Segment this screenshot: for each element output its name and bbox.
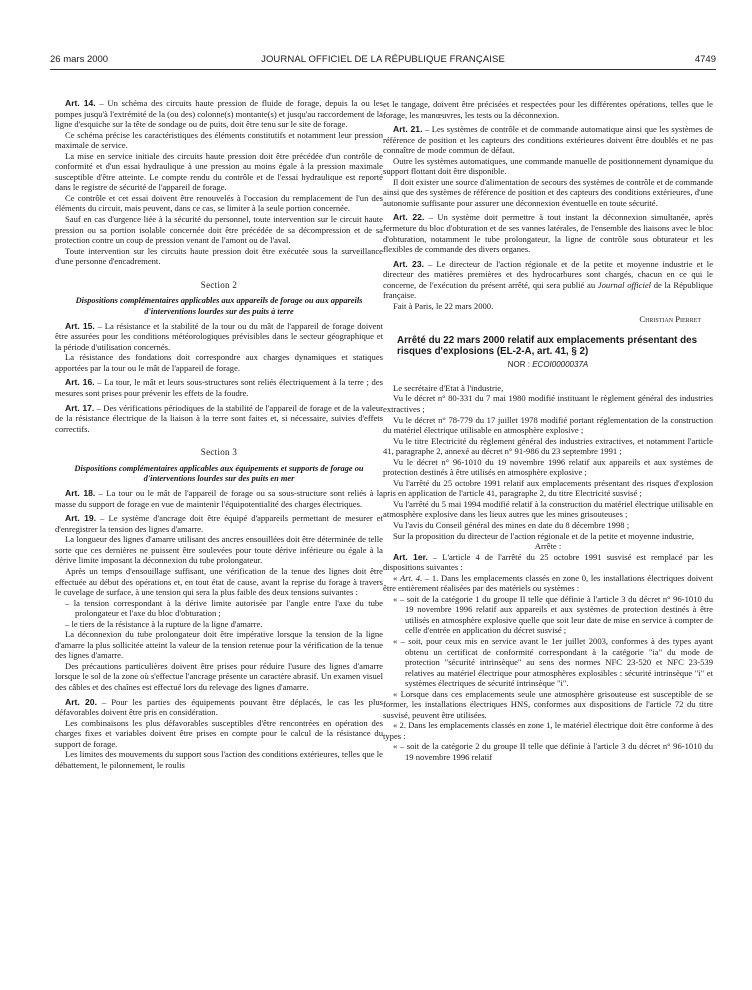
article-20: Art. 20. – Pour les parties des équipements pouvant être déplacés, le cas les plus défavorables doivent être pris en considération. bbox=[55, 696, 383, 718]
paragraph: Ce contrôle et cet essai doivent être renouvelés à l'occasion du remplacement de l'un des éléments du circuit, mais peuvent, dans ce cas, se limiter à la seule portion concernée. bbox=[55, 192, 383, 214]
paragraph: Il doit exister une source d'alimentation de secours des systèmes de contrôle et de commande ainsi que des systèmes de référence de position et des capteurs des conditions extérieures, d'une autonomie suffisante pour assurer une déconnexion éventuelle en toute sécurité. bbox=[383, 176, 713, 208]
article-22: Art. 22. – Un système doit permettre à tout instant la déconnexion simultanée, après fermeture du bloc d'obturation et de ses vannes latérales, de l'ensemble des liaisons avec le bloc d'obturation, notamment le tube prolongateur, la ligne de contrôle sous obturateur et les flexibles de commande des divers organes. bbox=[383, 212, 714, 255]
paragraph: Les limites des mouvements du support sous l'action des conditions extérieures, telles que le débattement, le pilonnement, le roulis bbox=[55, 749, 383, 770]
paragraph: Vu le titre Electricité du règlement général des industries extractives, et notamment l'article 41, paragraphe 2, annexé au décret n° 91-986 du 23 septembre 1991 ; bbox=[383, 435, 713, 457]
paragraph: La longueur des lignes d'amarre utilisant des ancres ensouillées doit être déterminée de telle sorte que ces dernières ne puissent être soulevées pour toute dérive inférieure ou égale à la dérive limite imposant la déconnexion du tube prolongateur. bbox=[55, 534, 383, 566]
left-column bbox=[55, 98, 383, 770]
article-label: Art. 14. bbox=[65, 98, 96, 108]
paragraph: « Lorsque dans ces emplacements seule une atmosphère grisouteuse est susceptible de se former, les installations électriques HNS, conformes aux dispositions de l'article 72 du titre susvisé, peuvent être utilisées. bbox=[383, 688, 713, 720]
paragraph: Vu le décret n° 78-779 du 17 juillet 1978 modifié portant réglementation de la construction du matériel électrique utilisable en atmosphère explosive ; bbox=[383, 414, 713, 436]
paragraph: « 2. Dans les emplacements classés en zone 1, le matériel électrique doit être conforme à des types : bbox=[383, 720, 713, 741]
article-label: Art. 17. bbox=[65, 402, 95, 413]
article-label: Art. 22. bbox=[393, 212, 425, 223]
article-16: Art. 16. – La tour, le mât et leurs sous-structures sont reliés électriquement à la terre ; des mesures sont prises pour prévenir les effets de la foudre. bbox=[55, 377, 383, 398]
paragraph: Des précautions particulières doivent être prises pour réduire l'usure des lignes d'amarre lorsque le sol de la zone où s'effectue l'ancrage présente un caractère abrasif. Un examen visuel des câbles et des chaînes est effectué lors du relevage des lignes d'amarre. bbox=[55, 660, 383, 692]
header-rule bbox=[50, 69, 716, 70]
header-date: 26 mars 2000 bbox=[50, 54, 109, 65]
article-label: Art. 16. bbox=[65, 377, 95, 388]
paragraph: Vu le décret n° 80-331 du 7 mai 1980 modifié instituant le règlement général des industries extractives ; bbox=[383, 393, 713, 414]
article-label: Art. 20. bbox=[65, 696, 97, 707]
section-2-heading: Section 2 bbox=[200, 279, 238, 290]
date-line: Fait à Paris, le 22 mars 2000. bbox=[393, 300, 494, 311]
article-17: Art. 17. – Des vérifications périodiques de la stabilité de l'appareil de forage et de la valeur de la résistance électrique de la liaison à la terre sont faites et, si nécessaire, suivies d'effets correctifs. bbox=[55, 402, 383, 434]
list-item: – la tension correspondant à la dérive limite autorisée par l'angle entre l'axe du tube prolongateur et l'axe du bloc d'obturation ; bbox=[65, 597, 383, 619]
section-3-heading: Section 3 bbox=[200, 447, 238, 458]
paragraph: Vu l'arrêté du 25 octobre 1991 relatif aux emplacements présentant des risques d'explosion pris en application de l'article 41, paragraphe 2, du titre Electricité susvisé ; bbox=[383, 477, 713, 499]
article-18: Art. 18. – La tour ou le mât de l'appareil de forage ou sa sous-structure sont reliés à la masse du support de forage en vue de maintenir l'équipotentialité des charges électriques. bbox=[55, 488, 383, 509]
paragraph: Les combinaisons les plus défavorables susceptibles d'être rencontrées en opération des charges fixes et variables doivent être prises en compte pour le calcul de la résistance du support de forage. bbox=[55, 717, 383, 749]
article-label: Art. 4. bbox=[399, 572, 423, 583]
paragraph: Ce schéma précise les caractéristiques des éléments constitutifs et notamment leur pression maximale de service. bbox=[55, 129, 383, 151]
article-label: Art. 19. bbox=[65, 513, 97, 524]
paragraph: Outre les systèmes automatiques, une commande manuelle de positionnement dynamique du support flottant doit être disponible. bbox=[383, 155, 713, 177]
nor-reference: NOR : ECOI0000037A bbox=[507, 360, 589, 370]
article-23: Art. 23. – Le directeur de l'action régionale et de la petite et moyenne industrie et le directeur des matières premières et des hydrocarbures sont chargés, chacun en ce qui le concerne, de l'exécution du présent arrêté, qui sera publié au Journal officiel de la République française. bbox=[383, 258, 714, 301]
article-label: Art. 18. bbox=[65, 488, 96, 499]
paragraph: La mise en service initiale des circuits haute pression doit être précédée d'un contrôle de conformité et d'un essai hydraulique à une pression au moins égale à la pression maximale susceptible d'être atteinte. Le compte rendu du contrôle et de l'essai hydraulique est reporté dans le registre de sécurité de l'appareil de forage. bbox=[55, 150, 383, 193]
decree-title: Arrêté du 22 mars 2000 relatif aux emplacements présentant des risques d'explosions (EL-2-A, art. 41, § 2) bbox=[397, 334, 698, 358]
article-19: Art. 19. – Le système d'ancrage doit être équipé d'appareils permettant de mesurer et d'enregistrer la tension des lignes d'amarre. bbox=[55, 513, 384, 534]
article-label: Art. 15. bbox=[65, 320, 95, 331]
paragraph: Vu l'avis du Conseil général des mines en date du 8 décembre 1998 ; bbox=[393, 520, 630, 530]
page-number: 4749 bbox=[694, 54, 716, 65]
paragraph: Vu le décret n° 96-1010 du 19 novembre 1996 relatif aux appareils et aux systèmes de protection destinés à être utilisés en atmosphère explosive ; bbox=[383, 456, 713, 478]
section-3-title: Dispositions complémentaires applicables aux équipements et supports de forage ou d'interventions lourdes sur des puits en mer bbox=[74, 463, 364, 483]
journal-title: JOURNAL OFFICIEL DE LA RÉPUBLIQUE FRANÇAISE bbox=[261, 54, 505, 65]
list-item: « – soit de la catégorie 2 du groupe II telle que définie à l'article 3 du décret n° 96-1010 du 19 novembre 1996 relatif bbox=[393, 741, 713, 763]
page-header bbox=[50, 54, 716, 70]
paragraph: et le tangage, doivent être précisées et respectées pour les différentes opérations, telles que le forage, les manœuvres, les tests ou la déconnexion. bbox=[383, 99, 713, 120]
article-21: Art. 21. – Les systèmes de contrôle et de commande automatique ainsi que les systèmes de référence de position et les capteurs des conditions extérieures doivent être doublés et ne pas connaître de mode commun de défaut. bbox=[383, 124, 713, 156]
section-2-title: Dispositions complémentaires applicables aux appareils de forage ou aux appareils d'interventions lourdes sur des puits à terre bbox=[75, 296, 363, 316]
list-item: – le tiers de la résistance à la rupture de la ligne d'amarre. bbox=[65, 618, 263, 629]
paragraph: Toute intervention sur les circuits haute pression doit être exécutée sous la surveillance d'une personne d'encadrement. bbox=[55, 245, 383, 267]
list-item: « – soit, pour ceux mis en service avant le 1er juillet 2003, conformes à des types ayant obtenu un certificat de conformité correspondant à la catégorie "ia" du mode de protection "sécurité intrinsèque" au sens des normes NFC 23-520 et NFC 23-539 relatives au matériel électrique pour atmosphères explosibles : sécurité intrinsèque "i" et systèmes électriques de sécurité intrinsèque "i". bbox=[393, 636, 713, 689]
paragraph: La déconnexion du tube prolongateur doit être impérative lorsque la tension de la ligne d'amarre la plus sollicitée atteint la valeur de la tension retenue pour la vérification de la tenue des lignes d'amarre. bbox=[55, 629, 383, 661]
article-label: Art. 23. bbox=[393, 258, 425, 269]
article-4: « Art. 4. – 1. Dans les emplacements classés en zone 0, les installations électriques doivent être entièrement réalisées par des matériels ou systèmes : bbox=[383, 572, 713, 594]
right-column bbox=[383, 99, 713, 763]
journal-reference: Journal officiel bbox=[597, 279, 652, 290]
paragraph: Sur la proposition du directeur de l'action régionale et de la petite et moyenne industrie, bbox=[393, 530, 695, 541]
signature: Christian Pierret bbox=[639, 314, 701, 325]
list-item: « – soit de la catégorie 1 du groupe II telle que définie à l'article 3 du décret n° 96-1010 du 19 novembre 1996 relatif aux appareils et aux systèmes de protection destinés à être utilisés en atmosphère explosive quelle que soit leur date de mise en service à compter de celle d'entrée en application du décret susvisé ; bbox=[393, 593, 713, 636]
paragraph: La résistance des fondations doit correspondre aux charges dynamiques et statiques apportées par la tour ou le mât de l'appareil de forage. bbox=[55, 352, 383, 373]
paragraph: Vu l'arrêté du 5 mai 1994 modifié relatif à la construction du matériel électrique utilisable en atmosphère explosive dans les lieux autres que les mines grisouteuses ; bbox=[383, 498, 713, 520]
arrete-heading: Arrête : bbox=[534, 541, 562, 552]
paragraph: Après un temps d'ensouillage suffisant, une vérification de la tenue des lignes doit être effectuée au début des opérations et, en tout état de cause, avant la reprise du forage à travers le cuvelage de surface, à une tension qui sera la plus faible des deux tensions suivantes : bbox=[55, 565, 383, 598]
paragraph: Le secrétaire d'Etat à l'industrie, bbox=[393, 382, 504, 393]
article-14: Art. 14. – Un schéma des circuits haute pression de fluide de forage, depuis la ou les pompes jusqu'à l'extrémité de la (ou des) colonne(s) montante(s) et jusqu'au raccordement de la ligne d'esquiche sur la tête de sondage ou de puits, doit être tenu sur le site de forage. bbox=[55, 98, 383, 130]
article-15: Art. 15. – La résistance et la stabilité de la tour ou du mât de l'appareil de forage doivent être assurées pour les conditions météorologiques prévisibles dans le secteur géographique et la période d'utilisation concernés. bbox=[55, 320, 383, 352]
paragraph: Sauf en cas d'urgence liée à la sécurité du personnel, toute intervention sur le circuit haute pression ou sa portion isolable concernée doit être précédée de sa décompression et de sa protection contre un coup de pression venant de l'amont ou de l'aval. bbox=[55, 214, 383, 246]
article-label: Art. 1er. bbox=[393, 551, 428, 562]
article-label: Art. 21. bbox=[393, 124, 423, 135]
article-1: Art. 1er. – L'article 4 de l'arrêté du 25 octobre 1991 susvisé est remplacé par les dispositions suivantes : bbox=[383, 551, 713, 573]
